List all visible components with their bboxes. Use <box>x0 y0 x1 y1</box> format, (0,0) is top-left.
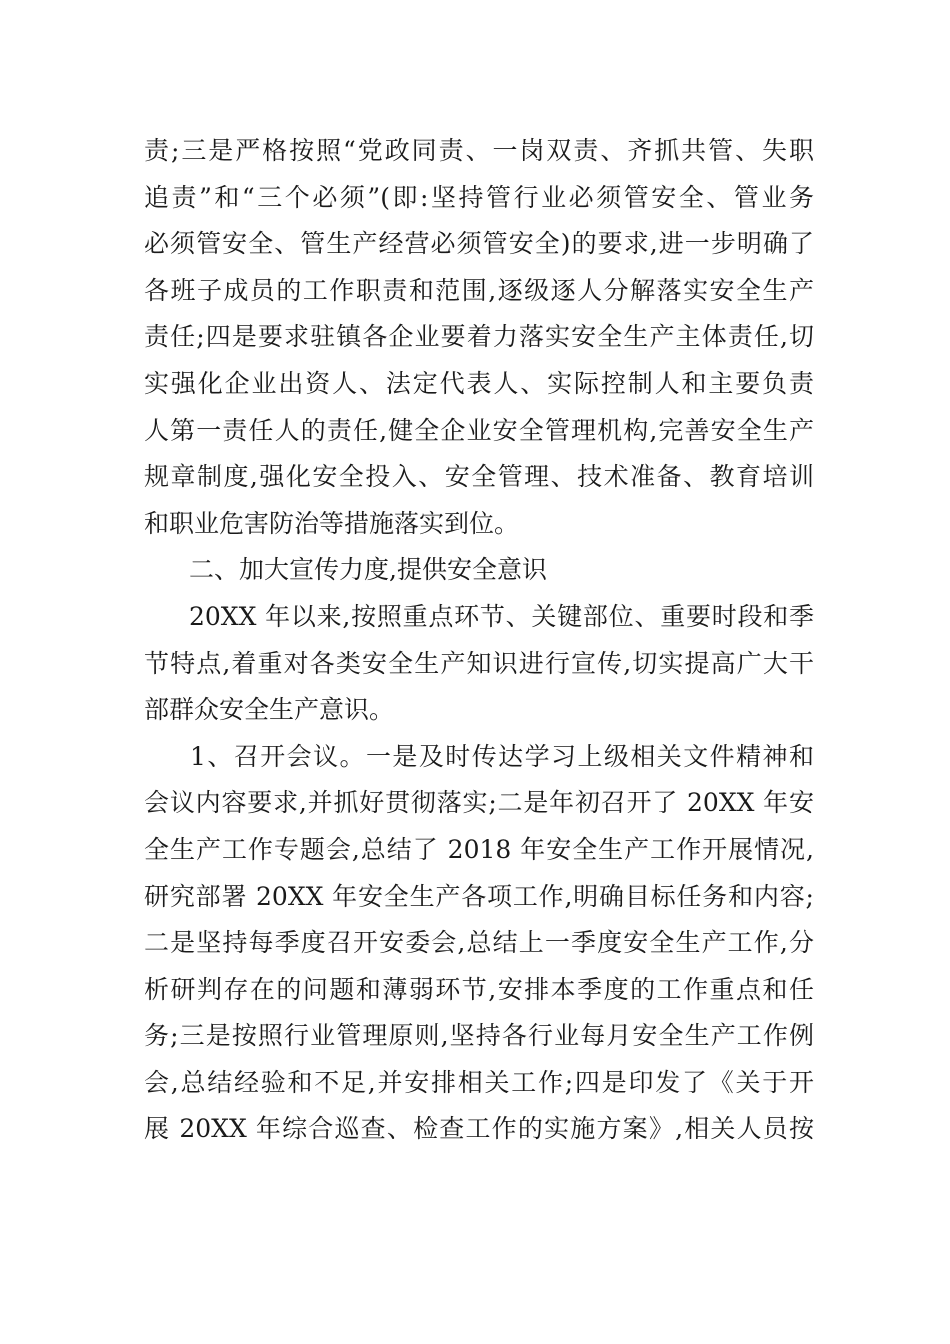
section-heading: 二、加大宣传力度,提供安全意识 <box>189 555 547 585</box>
text-line: 责任;四是要求驻镇各企业要着力落实安全生产主体责任,切 <box>144 322 814 352</box>
numbered-item-heading: 1、召开会议。一是及时传达学习上级相关文件精神和 <box>190 741 814 771</box>
text-line: 20XX 年以来,按照重点环节、关键部位、重要时段和季 <box>189 601 814 631</box>
text-line: 节特点,着重对各类安全生产知识进行宣传,切实提高广大干 <box>144 648 814 678</box>
text-line: 务;三是按照行业管理原则,坚持各行业每月安全生产工作例 <box>144 1021 814 1051</box>
text-line: 二是坚持每季度召开安委会,总结上一季度安全生产工作,分 <box>144 928 814 958</box>
document-body <box>144 128 814 1153</box>
text-line: 析研判存在的问题和薄弱环节,安排本季度的工作重点和任 <box>144 974 814 1004</box>
text-line: 部群众安全生产意识。 <box>144 695 395 725</box>
text-line: 展 20XX 年综合巡查、检查工作的实施方案》,相关人员按 <box>144 1114 814 1144</box>
text-line: 人第一责任人的责任,健全企业安全管理机构,完善安全生产 <box>144 415 814 445</box>
text-line: 全生产工作专题会,总结了 2018 年安全生产工作开展情况, <box>144 834 814 864</box>
text-line: 研究部署 20XX 年安全生产各项工作,明确目标任务和内容; <box>144 881 814 911</box>
text-line: 各班子成员的工作职责和范围,逐级逐人分解落实安全生产 <box>144 275 814 305</box>
text-line: 会议内容要求,并抓好贯彻落实;二是年初召开了 20XX 年安 <box>144 788 814 818</box>
text-line: 实强化企业出资人、法定代表人、实际控制人和主要负责 <box>144 368 814 398</box>
text-line: 会,总结经验和不足,并安排相关工作;四是印发了《关于开 <box>144 1067 814 1097</box>
text-line: 追责”和“三个必须”(即:坚持管行业必须管安全、管业务 <box>144 182 814 212</box>
text-line: 和职业危害防治等措施落实到位。 <box>144 508 520 538</box>
text-line: 规章制度,强化安全投入、安全管理、技术准备、教育培训 <box>144 462 814 492</box>
text-line: 责;三是严格按照“党政同责、一岗双责、齐抓共管、失职 <box>144 136 814 165</box>
text-line: 必须管安全、管生产经营必须管安全)的要求,进一步明确了 <box>144 229 814 259</box>
